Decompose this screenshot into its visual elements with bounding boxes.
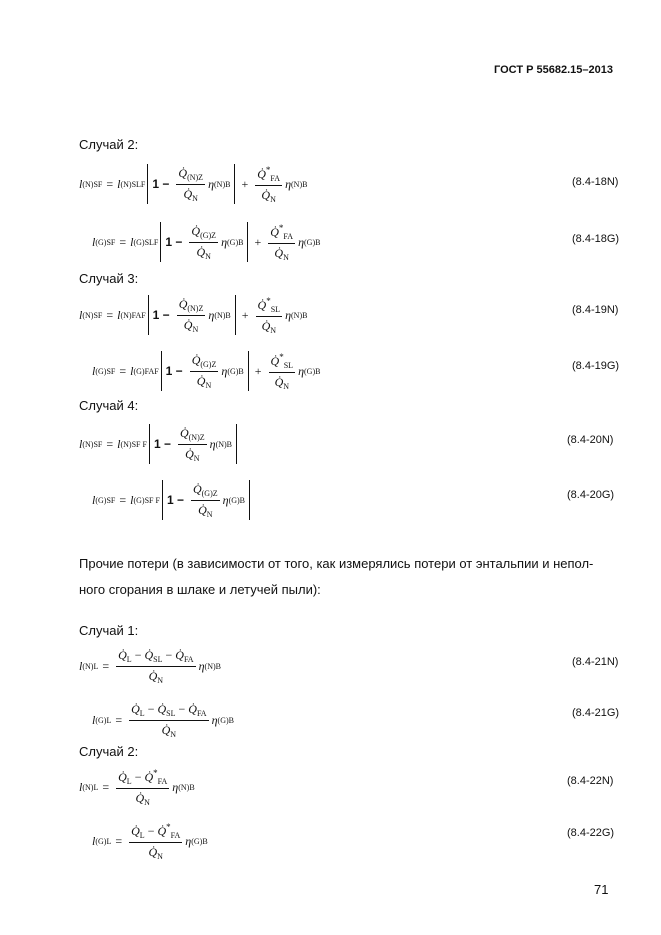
formula-8-4-20G: l (G)SF = l (G)SF F 1 − $\frac{Q̇_{(G)Z}}{Q̇_N}$ η (G)B [92,480,252,520]
paragraph-other-losses [79,551,619,603]
case-4-heading: Случай 4: [79,398,139,413]
formula-8-4-18G: l (G)SF = l (G)SLF 1 − $\frac{Q̇_{(G)Z}}{Q̇_N}$ η (G)B + $\frac{Q̇^*_{FA}}{Q̇_N}$ η (G)B [92,222,321,262]
case-2-heading: Случай 2: [79,137,139,152]
paragraph-line-2: ного сгорания в шлаке и летучей пыли): [79,582,321,597]
bracket: 1 − $\frac{Q̇_{(G)Z}}{Q̇_N}$ η (G)B [161,351,249,391]
equation-number-18N: (8.4-18N) [572,176,619,188]
equation-number-20N: (8.4-20N) [567,434,614,446]
bracket: 1 − $\frac{Q̇_{(N)Z}}{Q̇_N}$ η (N)B [147,164,235,204]
formula-8-4-21G: l (G)L = $\frac{Q̇_L - Q̇_{SL} - Q̇_{FA}}{Q̇_N}$ η (G)B [92,702,234,739]
case-3-heading: Случай 3: [79,271,139,286]
equation-number-22N: (8.4-22N) [567,775,614,787]
formula-8-4-21N: l (N)L = $\frac{Q̇_L - Q̇_{SL} - Q̇_{FA}}{Q̇_N}$ η (N)B [79,648,221,685]
bracket: 1 − $\frac{Q̇_{(G)Z}}{Q̇_N}$ η (G)B [160,222,248,262]
equation-number-20G: (8.4-20G) [567,489,615,501]
bracket: 1 − $\frac{Q̇_{(N)Z}}{Q̇_N}$ η (N)B [149,424,237,464]
formula-8-4-22G: l (G)L = $\frac{Q̇_L - Q̇^*_{FA}}{Q̇_N}$ η (G)B [92,822,208,861]
formula-8-4-19G: l (G)SF = l (G)FAF 1 − $\frac{Q̇_{(G)Z}}{Q̇_N}$ η (G)B + $\frac{Q̇^*_{SL}}{Q̇_N}$ η (G)B [92,351,321,391]
case-1-heading: Случай 1: [79,623,139,638]
case-2-heading-second: Случай 2: [79,744,139,759]
formula-8-4-22N: l (N)L = $\frac{Q̇_L - Q̇^*_{FA}}{Q̇_N}$ η (N)B [79,768,195,807]
bracket: 1 − $\frac{Q̇_{(N)Z}}{Q̇_N}$ η (N)B [148,295,236,335]
formula-8-4-19N: l (N)SF = l (N)FAF 1 − $\frac{Q̇_{(N)Z}}{Q̇_N}$ η (N)B + $\frac{Q̇^*_{SL}}{Q̇_N}$ η (N)B [79,295,308,335]
equation-number-21G: (8.4-21G) [572,707,620,719]
formula-8-4-20N: l (N)SF = l (N)SF F 1 − $\frac{Q̇_{(N)Z}}{Q̇_N}$ η (N)B [79,424,239,464]
equation-number-22G: (8.4-22G) [567,827,615,839]
formula-8-4-18N: l (N)SF = l (N)SLF 1 − $\frac{Q̇_{(N)Z}}{Q̇_N}$ η (N)B + $\frac{Q̇^*_{FA}}{Q̇_N}$ η (N)B [79,164,308,204]
paragraph-line-1: Прочие потери (в зависимости от того, как измерялись потери от энтальпии и непол- [79,556,594,571]
bracket: 1 − $\frac{Q̇_{(G)Z}}{Q̇_N}$ η (G)B [162,480,250,520]
equation-number-19G: (8.4-19G) [572,360,620,372]
document-header-id: ГОСТ Р 55682.15–2013 [494,64,613,76]
page-number: 71 [594,882,609,897]
equation-number-19N: (8.4-19N) [572,304,619,316]
equation-number-21N: (8.4-21N) [572,656,619,668]
equation-number-18G: (8.4-18G) [572,233,620,245]
